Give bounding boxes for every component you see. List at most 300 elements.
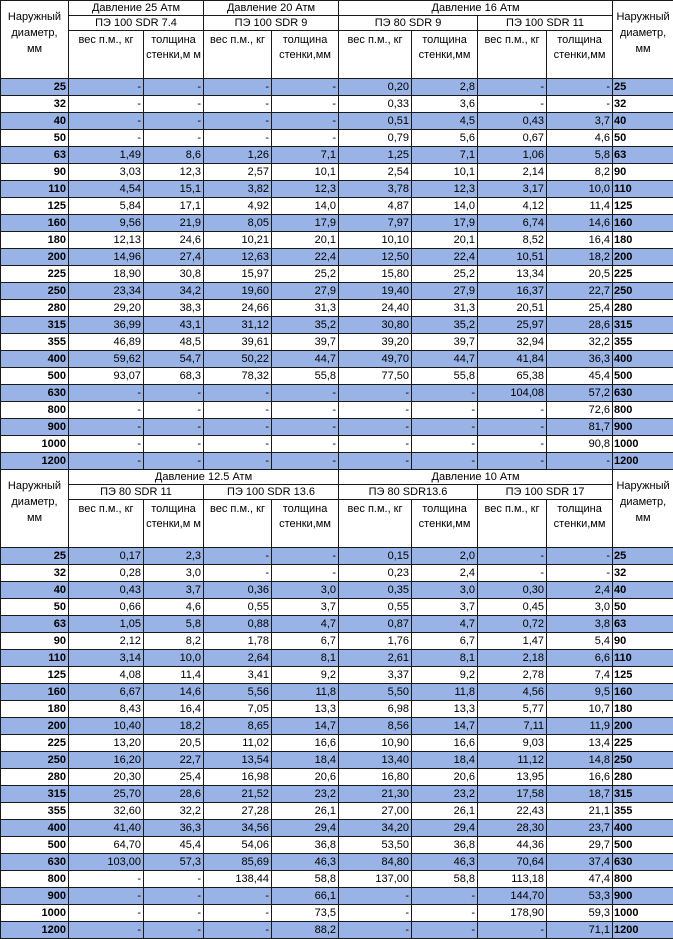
diameter-cell-right: 1000: [613, 905, 673, 922]
table1-material-row: [1, 16, 673, 31]
diameter-cell: 630: [1, 385, 69, 402]
weight-cell: -: [69, 888, 144, 905]
wall-cell: -: [144, 888, 204, 905]
diameter-cell: 630: [1, 854, 69, 871]
weight-cell: 11,02: [204, 735, 272, 752]
weight-cell: -: [204, 888, 272, 905]
weight-cell: 0,17: [69, 548, 144, 565]
weight-cell: 39,61: [204, 334, 272, 351]
weight-cell: 36,99: [69, 317, 144, 334]
diameter-cell-right: 1200: [613, 922, 673, 939]
wall-cell: -: [144, 113, 204, 130]
weight-cell: 13,20: [69, 735, 144, 752]
weight-cell: 6,67: [69, 684, 144, 701]
weight-cell: 25,97: [478, 317, 547, 334]
weight-header: вес п.м., кг: [478, 31, 547, 79]
table-row: [1, 616, 673, 633]
weight-cell: 0,33: [339, 96, 412, 113]
wall-cell: 45,4: [547, 368, 613, 385]
wall-cell: 24,6: [144, 232, 204, 249]
weight-cell: 0,20: [339, 79, 412, 96]
wall-cell: 7,1: [412, 147, 478, 164]
diameter-cell: 110: [1, 650, 69, 667]
weight-cell: -: [478, 548, 547, 565]
diameter-cell: 40: [1, 582, 69, 599]
diameter-cell-right: 125: [613, 198, 673, 215]
diameter-cell: 25: [1, 79, 69, 96]
wall-cell: 88,2: [272, 922, 339, 939]
wall-cell: 26,1: [412, 803, 478, 820]
table-row: [1, 181, 673, 198]
weight-cell: 24,40: [339, 300, 412, 317]
weight-cell: -: [204, 453, 272, 470]
table-row: [1, 334, 673, 351]
weight-cell: 2,61: [339, 650, 412, 667]
weight-cell: 15,97: [204, 266, 272, 283]
weight-cell: 7,05: [204, 701, 272, 718]
weight-cell: 9,03: [478, 735, 547, 752]
diameter-cell: 63: [1, 147, 69, 164]
weight-cell: -: [339, 402, 412, 419]
wall-cell: 37,4: [547, 854, 613, 871]
wall-cell: -: [412, 385, 478, 402]
wall-cell: 22,4: [272, 249, 339, 266]
weight-cell: 70,64: [478, 854, 547, 871]
weight-cell: 2,78: [478, 667, 547, 684]
wall-cell: 31,3: [412, 300, 478, 317]
diameter-cell-right: 200: [613, 718, 673, 735]
wall-cell: 10,0: [547, 181, 613, 198]
wall-cell: 57,2: [547, 385, 613, 402]
weight-cell: -: [204, 922, 272, 939]
weight-cell: 1,05: [69, 616, 144, 633]
weight-cell: 103,00: [69, 854, 144, 871]
weight-cell: 0,88: [204, 616, 272, 633]
weight-cell: 0,67: [478, 130, 547, 147]
diameter-cell-right: 280: [613, 769, 673, 786]
wall-cell: -: [272, 402, 339, 419]
diameter-cell-right: 900: [613, 888, 673, 905]
weight-cell: 6,74: [478, 215, 547, 232]
weight-cell: 19,60: [204, 283, 272, 300]
wall-cell: 71,1: [547, 922, 613, 939]
weight-cell: 2,54: [339, 164, 412, 181]
weight-cell: 3,17: [478, 181, 547, 198]
diameter-cell: 500: [1, 368, 69, 385]
wall-cell: 57,3: [144, 854, 204, 871]
diameter-cell: 800: [1, 402, 69, 419]
weight-cell: -: [339, 419, 412, 436]
table-row: [1, 198, 673, 215]
wall-cell: -: [272, 419, 339, 436]
table-row: [1, 684, 673, 701]
wall-cell: 29,4: [412, 820, 478, 837]
diameter-cell-right: 40: [613, 113, 673, 130]
weight-cell: 1,25: [339, 147, 412, 164]
table-row: [1, 599, 673, 616]
table-row: [1, 147, 673, 164]
weight-cell: 0,30: [478, 582, 547, 599]
weight-cell: 113,18: [478, 871, 547, 888]
weight-cell: 3,03: [69, 164, 144, 181]
outer-diameter-header-right: Наружный диаметр, мм: [613, 470, 673, 548]
table-row: [1, 735, 673, 752]
diameter-cell: 900: [1, 419, 69, 436]
weight-cell: -: [69, 385, 144, 402]
wall-cell: 14,0: [272, 198, 339, 215]
table-row: [1, 752, 673, 769]
diameter-cell-right: 1000: [613, 436, 673, 453]
wall-cell: 21,9: [144, 215, 204, 232]
weight-cell: 4,54: [69, 181, 144, 198]
wall-cell: 25,4: [547, 300, 613, 317]
weight-cell: 16,98: [204, 769, 272, 786]
wall-cell: 7,1: [272, 147, 339, 164]
wall-cell: 39,7: [272, 334, 339, 351]
material-header: ПЭ 100 SDR 11: [478, 16, 613, 31]
table-row: [1, 130, 673, 147]
wall-cell: 66,1: [272, 888, 339, 905]
weight-cell: 137,00: [339, 871, 412, 888]
table-row: [1, 922, 673, 939]
diameter-cell: 225: [1, 735, 69, 752]
wall-cell: -: [547, 548, 613, 565]
diameter-cell-right: 355: [613, 803, 673, 820]
table-row: [1, 215, 673, 232]
material-header: ПЭ 80 SDR 11: [69, 485, 204, 500]
wall-cell: 20,5: [547, 266, 613, 283]
wall-cell: 5,8: [144, 616, 204, 633]
diameter-cell: 90: [1, 633, 69, 650]
weight-cell: 3,78: [339, 181, 412, 198]
table-row: [1, 582, 673, 599]
wall-cell: 23,2: [272, 786, 339, 803]
wall-cell: 16,6: [272, 735, 339, 752]
weight-cell: 28,30: [478, 820, 547, 837]
weight-cell: 10,90: [339, 735, 412, 752]
wall-cell: -: [144, 402, 204, 419]
weight-cell: 16,20: [69, 752, 144, 769]
weight-cell: 0,66: [69, 599, 144, 616]
diameter-cell-right: 630: [613, 854, 673, 871]
diameter-cell-right: 225: [613, 266, 673, 283]
weight-cell: 4,56: [478, 684, 547, 701]
wall-cell: -: [272, 113, 339, 130]
weight-cell: 1,26: [204, 147, 272, 164]
diameter-cell: 225: [1, 266, 69, 283]
wall-cell: 32,2: [144, 803, 204, 820]
diameter-cell-right: 400: [613, 351, 673, 368]
wall-cell: 3,6: [412, 96, 478, 113]
wall-cell: 18,7: [547, 786, 613, 803]
diameter-cell-right: 500: [613, 837, 673, 854]
weight-cell: 0,72: [478, 616, 547, 633]
wall-cell: 31,3: [272, 300, 339, 317]
wall-thickness-header: толщина стенки,мм: [272, 31, 339, 79]
diameter-cell-right: 250: [613, 752, 673, 769]
wall-cell: 27,4: [144, 249, 204, 266]
weight-cell: 27,00: [339, 803, 412, 820]
table-row: [1, 820, 673, 837]
weight-cell: 13,95: [478, 769, 547, 786]
wall-cell: 8,2: [547, 164, 613, 181]
weight-cell: 16,80: [339, 769, 412, 786]
diameter-cell: 1000: [1, 905, 69, 922]
wall-cell: 36,3: [547, 351, 613, 368]
weight-cell: -: [478, 402, 547, 419]
weight-cell: 0,55: [204, 599, 272, 616]
diameter-cell-right: 1200: [613, 453, 673, 470]
weight-cell: 1,06: [478, 147, 547, 164]
diameter-cell: 90: [1, 164, 69, 181]
wall-cell: 20,5: [144, 735, 204, 752]
table2-material-row: [1, 485, 673, 500]
weight-cell: -: [339, 922, 412, 939]
material-header: ПЭ 100 SDR 17: [478, 485, 613, 500]
wall-cell: 11,4: [547, 198, 613, 215]
weight-cell: -: [339, 385, 412, 402]
material-header: ПЭ 80 SDR 9: [339, 16, 478, 31]
wall-cell: 6,6: [547, 650, 613, 667]
wall-cell: 25,2: [272, 266, 339, 283]
wall-cell: 18,2: [547, 249, 613, 266]
weight-cell: 64,70: [69, 837, 144, 854]
diameter-cell: 160: [1, 684, 69, 701]
weight-cell: -: [204, 436, 272, 453]
weight-cell: -: [69, 922, 144, 939]
weight-cell: -: [339, 888, 412, 905]
wall-cell: 13,3: [412, 701, 478, 718]
diameter-cell: 800: [1, 871, 69, 888]
wall-cell: 14,7: [272, 718, 339, 735]
diameter-cell: 355: [1, 334, 69, 351]
wall-cell: 3,0: [412, 582, 478, 599]
diameter-cell: 315: [1, 786, 69, 803]
wall-cell: 32,2: [547, 334, 613, 351]
weight-cell: 12,63: [204, 249, 272, 266]
weight-cell: -: [204, 402, 272, 419]
wall-cell: 17,1: [144, 198, 204, 215]
weight-cell: 21,52: [204, 786, 272, 803]
wall-cell: 55,8: [412, 368, 478, 385]
weight-cell: 13,54: [204, 752, 272, 769]
wall-cell: -: [272, 548, 339, 565]
weight-cell: 14,96: [69, 249, 144, 266]
diameter-cell-right: 800: [613, 871, 673, 888]
wall-thickness-header: толщина стенки,мм: [547, 31, 613, 79]
wall-cell: 22,4: [412, 249, 478, 266]
wall-cell: -: [144, 79, 204, 96]
diameter-cell: 500: [1, 837, 69, 854]
weight-cell: 0,36: [204, 582, 272, 599]
diameter-cell-right: 25: [613, 79, 673, 96]
weight-header: вес п.м., кг: [204, 500, 272, 548]
weight-cell: 30,80: [339, 317, 412, 334]
wall-cell: 36,8: [412, 837, 478, 854]
weight-cell: 13,34: [478, 266, 547, 283]
wall-cell: 58,8: [272, 871, 339, 888]
diameter-cell-right: 315: [613, 786, 673, 803]
weight-cell: 59,62: [69, 351, 144, 368]
table-row: [1, 453, 673, 470]
wall-cell: -: [547, 453, 613, 470]
diameter-cell-right: 125: [613, 667, 673, 684]
wall-cell: 9,2: [412, 667, 478, 684]
weight-cell: 16,37: [478, 283, 547, 300]
weight-cell: 6,98: [339, 701, 412, 718]
weight-cell: -: [478, 419, 547, 436]
weight-cell: -: [339, 453, 412, 470]
diameter-cell-right: 315: [613, 317, 673, 334]
outer-diameter-header-right: Наружный диаметр, мм: [613, 1, 673, 79]
wall-cell: 16,4: [547, 232, 613, 249]
wall-cell: 4,6: [144, 599, 204, 616]
table-row: [1, 701, 673, 718]
wall-cell: 59,3: [547, 905, 613, 922]
diameter-cell: 900: [1, 888, 69, 905]
diameter-cell: 315: [1, 317, 69, 334]
weight-cell: -: [204, 419, 272, 436]
weight-header: вес п.м., кг: [339, 500, 412, 548]
weight-cell: 39,20: [339, 334, 412, 351]
weight-cell: -: [69, 419, 144, 436]
weight-cell: 4,12: [478, 198, 547, 215]
table-row: [1, 317, 673, 334]
weight-cell: 2,57: [204, 164, 272, 181]
diameter-cell: 180: [1, 232, 69, 249]
wall-cell: 13,4: [547, 735, 613, 752]
table1-subheader-row: [1, 31, 673, 79]
weight-cell: 0,35: [339, 582, 412, 599]
wall-cell: 14,6: [144, 684, 204, 701]
weight-header: вес п.м., кг: [69, 500, 144, 548]
weight-cell: 0,79: [339, 130, 412, 147]
diameter-cell-right: 110: [613, 650, 673, 667]
diameter-cell: 63: [1, 616, 69, 633]
table-row: [1, 837, 673, 854]
wall-thickness-header: толщина стенки,м м: [144, 31, 204, 79]
wall-thickness-header: толщина стенки,мм: [412, 500, 478, 548]
weight-cell: 0,55: [339, 599, 412, 616]
wall-cell: 27,9: [412, 283, 478, 300]
wall-cell: 2,4: [547, 582, 613, 599]
diameter-cell-right: 160: [613, 684, 673, 701]
weight-cell: -: [339, 436, 412, 453]
weight-cell: 2,64: [204, 650, 272, 667]
weight-cell: 9,56: [69, 215, 144, 232]
wall-cell: 35,2: [272, 317, 339, 334]
table-row: [1, 368, 673, 385]
diameter-cell-right: 90: [613, 633, 673, 650]
pressure-header: Давление 16 Атм: [339, 1, 613, 16]
weight-cell: 5,56: [204, 684, 272, 701]
wall-cell: 72,6: [547, 402, 613, 419]
diameter-cell: 50: [1, 130, 69, 147]
diameter-cell-right: 32: [613, 565, 673, 582]
wall-cell: 5,4: [547, 633, 613, 650]
material-header: ПЭ 80 SDR13.6: [339, 485, 478, 500]
diameter-cell: 1200: [1, 922, 69, 939]
diameter-cell: 400: [1, 820, 69, 837]
wall-cell: 11,8: [412, 684, 478, 701]
weight-cell: 1,78: [204, 633, 272, 650]
weight-cell: -: [69, 79, 144, 96]
diameter-cell: 110: [1, 181, 69, 198]
wall-cell: 10,1: [272, 164, 339, 181]
weight-cell: -: [478, 453, 547, 470]
weight-cell: 13,40: [339, 752, 412, 769]
diameter-cell-right: 50: [613, 599, 673, 616]
table-row: [1, 96, 673, 113]
weight-cell: 32,94: [478, 334, 547, 351]
wall-cell: 21,1: [547, 803, 613, 820]
table-row: [1, 905, 673, 922]
wall-cell: 12,3: [144, 164, 204, 181]
wall-cell: 8,2: [144, 633, 204, 650]
weight-cell: 21,30: [339, 786, 412, 803]
diameter-cell: 25: [1, 548, 69, 565]
diameter-cell: 125: [1, 198, 69, 215]
material-header: ПЭ 100 SDR 9: [204, 16, 339, 31]
wall-cell: -: [272, 385, 339, 402]
diameter-cell: 125: [1, 667, 69, 684]
diameter-cell-right: 900: [613, 419, 673, 436]
material-header: ПЭ 100 SDR 7.4: [69, 16, 204, 31]
wall-cell: -: [272, 436, 339, 453]
weight-cell: 46,89: [69, 334, 144, 351]
diameter-cell-right: 160: [613, 215, 673, 232]
weight-cell: 44,36: [478, 837, 547, 854]
wall-cell: 26,1: [272, 803, 339, 820]
wall-cell: 20,6: [412, 769, 478, 786]
table-row: [1, 300, 673, 317]
wall-cell: 4,7: [412, 616, 478, 633]
diameter-cell-right: 500: [613, 368, 673, 385]
weight-cell: 104,08: [478, 385, 547, 402]
table-row: [1, 769, 673, 786]
wall-cell: -: [144, 436, 204, 453]
wall-cell: -: [144, 871, 204, 888]
wall-cell: 81,7: [547, 419, 613, 436]
weight-header: вес п.м., кг: [339, 31, 412, 79]
table-row: [1, 79, 673, 96]
wall-cell: 8,1: [272, 650, 339, 667]
table-row: [1, 283, 673, 300]
weight-cell: 3,37: [339, 667, 412, 684]
wall-cell: 53,3: [547, 888, 613, 905]
wall-cell: 2,3: [144, 548, 204, 565]
wall-cell: 3,7: [547, 113, 613, 130]
table-row: [1, 565, 673, 582]
wall-cell: 10,1: [412, 164, 478, 181]
weight-cell: 0,45: [478, 599, 547, 616]
pressure-header: Давление 10 Атм: [339, 470, 613, 485]
weight-cell: 49,70: [339, 351, 412, 368]
wall-cell: 47,4: [547, 871, 613, 888]
weight-cell: 1,47: [478, 633, 547, 650]
weight-cell: 3,14: [69, 650, 144, 667]
weight-cell: 5,50: [339, 684, 412, 701]
wall-cell: 16,4: [144, 701, 204, 718]
wall-cell: -: [412, 419, 478, 436]
weight-cell: -: [478, 565, 547, 582]
weight-header: вес п.м., кг: [478, 500, 547, 548]
material-header: ПЭ 100 SDR 13.6: [204, 485, 339, 500]
diameter-cell: 32: [1, 96, 69, 113]
diameter-cell-right: 250: [613, 283, 673, 300]
weight-cell: 4,08: [69, 667, 144, 684]
wall-cell: 44,7: [412, 351, 478, 368]
